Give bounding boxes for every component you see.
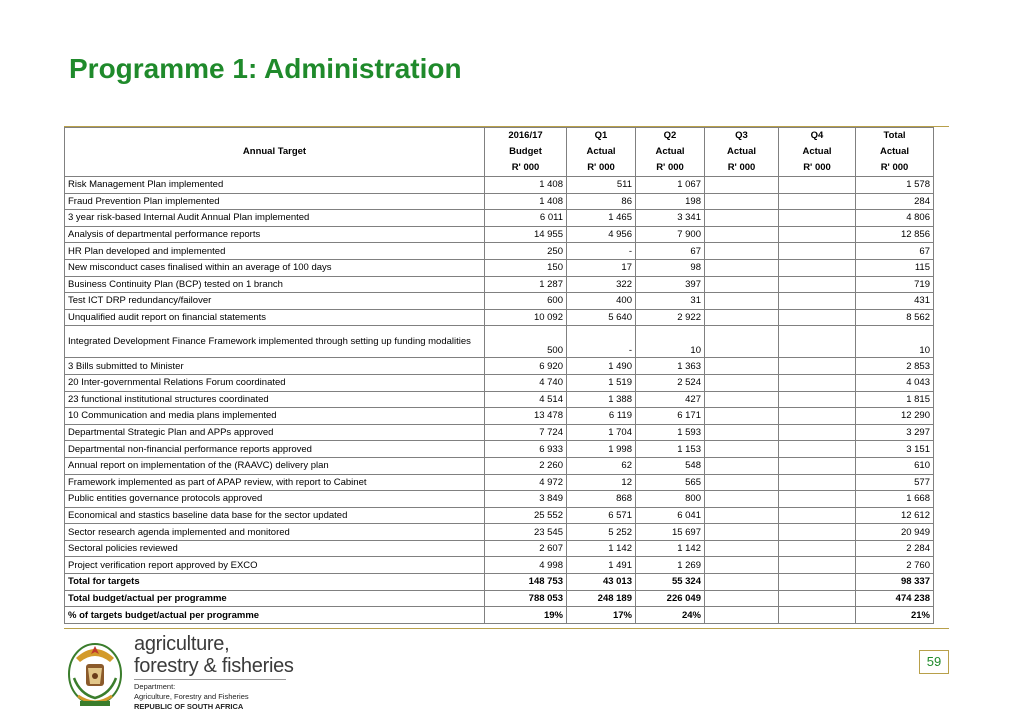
row-label: Test ICT DRP redundancy/failover	[65, 293, 485, 310]
table-row	[65, 210, 934, 227]
cell-q2: 67	[636, 243, 705, 260]
table-row	[65, 293, 934, 310]
cell-budget: 1 408	[485, 177, 567, 194]
row-label: Departmental Strategic Plan and APPs approved	[65, 424, 485, 441]
cell-q2: 1 153	[636, 441, 705, 458]
cell-q2: 198	[636, 193, 705, 210]
header-line: Actual	[879, 146, 910, 157]
cell-q3	[705, 540, 779, 557]
cell-q3	[705, 441, 779, 458]
cell-q3	[705, 358, 779, 375]
table-row	[65, 507, 934, 524]
cell-budget: 600	[485, 293, 567, 310]
cell-q4	[779, 177, 856, 194]
coat-of-arms-icon	[66, 638, 124, 714]
table-header-row	[65, 128, 934, 177]
header-line: Actual	[586, 146, 616, 157]
cell-q2: 7 900	[636, 226, 705, 243]
row-label: Departmental non-financial performance reports approved	[65, 441, 485, 458]
cell-q1: 1 491	[567, 557, 636, 574]
cell-q1: -	[567, 326, 636, 358]
cell-q1: 400	[567, 293, 636, 310]
cell-q1: 12	[567, 474, 636, 491]
row-label: Unqualified audit report on financial statements	[65, 309, 485, 326]
table-row	[65, 607, 934, 624]
page-number: 59	[919, 650, 949, 674]
cell-q1: 17%	[567, 607, 636, 624]
cell-budget: 4 514	[485, 391, 567, 408]
header-line: R' 000	[803, 162, 831, 173]
row-label: Business Continuity Plan (BCP) tested on 1 branch	[65, 276, 485, 293]
header-line: Actual	[802, 146, 832, 157]
department-label: Department:	[134, 682, 176, 691]
targets-table	[64, 127, 934, 624]
cell-budget: 6 920	[485, 358, 567, 375]
cell-total: 431	[856, 293, 934, 310]
table-row	[65, 441, 934, 458]
cell-q4	[779, 243, 856, 260]
page-title: Programme 1: Administration	[69, 53, 462, 84]
row-label: Integrated Development Finance Framework implemented through setting up funding modalities	[65, 326, 485, 358]
cell-budget: 2 260	[485, 457, 567, 474]
header-total	[856, 128, 934, 177]
cell-q1: 1 704	[567, 424, 636, 441]
row-label: Fraud Prevention Plan implemented	[65, 193, 485, 210]
row-label: Total budget/actual per programme	[65, 590, 485, 607]
cell-budget: 3 849	[485, 491, 567, 508]
cell-q2: 2 922	[636, 309, 705, 326]
cell-q1: 248 189	[567, 590, 636, 607]
cell-q3	[705, 524, 779, 541]
row-label: 10 Communication and media plans implemented	[65, 408, 485, 425]
header-line: R' 000	[656, 162, 684, 173]
cell-q3	[705, 424, 779, 441]
header-line: 2016/17	[508, 130, 543, 141]
cell-q2: 15 697	[636, 524, 705, 541]
cell-total: 12 856	[856, 226, 934, 243]
table-row	[65, 524, 934, 541]
row-label: Analysis of departmental performance reports	[65, 226, 485, 243]
table-row	[65, 491, 934, 508]
table-row	[65, 557, 934, 574]
header-annual-target: Annual Target	[65, 128, 485, 177]
cell-q4	[779, 276, 856, 293]
cell-budget: 148 753	[485, 574, 567, 591]
cell-q1: 5 640	[567, 309, 636, 326]
cell-total: 12 290	[856, 408, 934, 425]
cell-budget: 2 607	[485, 540, 567, 557]
cell-budget: 4 740	[485, 374, 567, 391]
cell-q4	[779, 326, 856, 358]
cell-total: 1 815	[856, 391, 934, 408]
header-line: R' 000	[880, 162, 909, 173]
cell-total: 4 806	[856, 210, 934, 227]
cell-q3	[705, 507, 779, 524]
cell-q3	[705, 210, 779, 227]
cell-q3	[705, 557, 779, 574]
cell-q1: 62	[567, 457, 636, 474]
cell-q4	[779, 193, 856, 210]
cell-total: 1 668	[856, 491, 934, 508]
cell-q3	[705, 457, 779, 474]
cell-q3	[705, 193, 779, 210]
cell-total: 10	[856, 326, 934, 358]
row-label: % of targets budget/actual per programme	[65, 607, 485, 624]
cell-q3	[705, 391, 779, 408]
table-row	[65, 226, 934, 243]
cell-q2: 226 049	[636, 590, 705, 607]
cell-q2: 1 363	[636, 358, 705, 375]
table-row	[65, 326, 934, 358]
table-row	[65, 243, 934, 260]
cell-q2: 800	[636, 491, 705, 508]
cell-total: 3 151	[856, 441, 934, 458]
cell-q1: -	[567, 243, 636, 260]
brand-divider	[134, 679, 286, 680]
cell-q3	[705, 607, 779, 624]
cell-q4	[779, 441, 856, 458]
table-row	[65, 408, 934, 425]
cell-q3	[705, 326, 779, 358]
row-label: New misconduct cases finalised within an average of 100 days	[65, 259, 485, 276]
cell-total: 2 284	[856, 540, 934, 557]
cell-q4	[779, 590, 856, 607]
cell-q4	[779, 524, 856, 541]
cell-q4	[779, 309, 856, 326]
table-row	[65, 259, 934, 276]
row-label: Risk Management Plan implemented	[65, 177, 485, 194]
cell-q1: 1 142	[567, 540, 636, 557]
cell-budget: 1 287	[485, 276, 567, 293]
cell-q4	[779, 457, 856, 474]
header-budget	[485, 128, 567, 177]
cell-total: 21%	[856, 607, 934, 624]
cell-q3	[705, 574, 779, 591]
row-label: 3 Bills submitted to Minister	[65, 358, 485, 375]
cell-q2: 397	[636, 276, 705, 293]
cell-total: 474 238	[856, 590, 934, 607]
table-body	[65, 177, 934, 624]
cell-budget: 150	[485, 259, 567, 276]
table-row	[65, 177, 934, 194]
header-line: Q2	[663, 130, 677, 141]
header-line: Q1	[594, 130, 608, 141]
cell-total: 8 562	[856, 309, 934, 326]
cell-budget: 19%	[485, 607, 567, 624]
cell-q3	[705, 374, 779, 391]
cell-total: 2 760	[856, 557, 934, 574]
header-line: R' 000	[727, 162, 756, 173]
header-line: Total	[883, 130, 906, 141]
brand-line-2: forestry & fisheries	[134, 655, 294, 677]
cell-q3	[705, 276, 779, 293]
cell-q4	[779, 293, 856, 310]
bottom-divider	[64, 628, 949, 629]
brand-line-1: agriculture,	[134, 633, 230, 655]
cell-q1: 1 490	[567, 358, 636, 375]
cell-budget: 10 092	[485, 309, 567, 326]
row-label: Sector research agenda implemented and monitored	[65, 524, 485, 541]
cell-total: 577	[856, 474, 934, 491]
cell-budget: 25 552	[485, 507, 567, 524]
cell-q4	[779, 557, 856, 574]
cell-budget: 6 933	[485, 441, 567, 458]
cell-q3	[705, 309, 779, 326]
row-label: Public entities governance protocols approved	[65, 491, 485, 508]
cell-q1: 868	[567, 491, 636, 508]
cell-q3	[705, 491, 779, 508]
header-line: R' 000	[587, 162, 615, 173]
cell-q1: 1 519	[567, 374, 636, 391]
header-q4	[779, 128, 856, 177]
cell-q4	[779, 507, 856, 524]
cell-q2: 55 324	[636, 574, 705, 591]
cell-q1: 322	[567, 276, 636, 293]
table-row	[65, 276, 934, 293]
table-row	[65, 474, 934, 491]
cell-q1: 1 388	[567, 391, 636, 408]
cell-q2: 548	[636, 457, 705, 474]
header-q3	[705, 128, 779, 177]
table-row	[65, 358, 934, 375]
row-label: Annual report on implementation of the (RAAVC) delivery plan	[65, 457, 485, 474]
cell-q4	[779, 491, 856, 508]
cell-q2: 1 067	[636, 177, 705, 194]
cell-budget: 788 053	[485, 590, 567, 607]
cell-q4	[779, 607, 856, 624]
cell-budget: 7 724	[485, 424, 567, 441]
cell-q2: 1 593	[636, 424, 705, 441]
cell-q2: 2 524	[636, 374, 705, 391]
cell-total: 4 043	[856, 374, 934, 391]
header-q2	[636, 128, 705, 177]
cell-q4	[779, 574, 856, 591]
cell-q1: 1 998	[567, 441, 636, 458]
header-line: Actual	[726, 146, 757, 157]
cell-q2: 427	[636, 391, 705, 408]
table-row	[65, 193, 934, 210]
cell-q2: 6 041	[636, 507, 705, 524]
cell-total: 2 853	[856, 358, 934, 375]
cell-total: 12 612	[856, 507, 934, 524]
cell-total: 98 337	[856, 574, 934, 591]
cell-budget: 250	[485, 243, 567, 260]
department-name: Agriculture, Forestry and Fisheries	[134, 692, 249, 701]
cell-q3	[705, 590, 779, 607]
row-label: 3 year risk-based Internal Audit Annual Plan implemented	[65, 210, 485, 227]
cell-q1: 17	[567, 259, 636, 276]
cell-q4	[779, 259, 856, 276]
header-line: Q3	[735, 130, 748, 141]
cell-q3	[705, 293, 779, 310]
table-row	[65, 540, 934, 557]
cell-total: 1 578	[856, 177, 934, 194]
cell-total: 284	[856, 193, 934, 210]
table-row	[65, 590, 934, 607]
cell-q1: 43 013	[567, 574, 636, 591]
header-line: Q4	[810, 130, 824, 141]
table-row	[65, 391, 934, 408]
header-line: R' 000	[511, 162, 540, 173]
row-label: HR Plan developed and implemented	[65, 243, 485, 260]
row-label: Economical and stastics baseline data base for the sector updated	[65, 507, 485, 524]
cell-budget: 4 998	[485, 557, 567, 574]
cell-q1: 6 571	[567, 507, 636, 524]
cell-total: 610	[856, 457, 934, 474]
table-row	[65, 574, 934, 591]
cell-q4	[779, 358, 856, 375]
cell-budget: 4 972	[485, 474, 567, 491]
cell-q4	[779, 408, 856, 425]
cell-q1: 511	[567, 177, 636, 194]
header-q1	[567, 128, 636, 177]
cell-q1: 86	[567, 193, 636, 210]
cell-q2: 24%	[636, 607, 705, 624]
cell-q1: 4 956	[567, 226, 636, 243]
header-line: Budget	[509, 146, 542, 157]
row-label: Sectoral policies reviewed	[65, 540, 485, 557]
cell-q2: 1 269	[636, 557, 705, 574]
cell-total: 67	[856, 243, 934, 260]
cell-budget: 23 545	[485, 524, 567, 541]
cell-budget: 14 955	[485, 226, 567, 243]
cell-total: 3 297	[856, 424, 934, 441]
cell-q4	[779, 210, 856, 227]
cell-q2: 6 171	[636, 408, 705, 425]
cell-q4	[779, 540, 856, 557]
table-row	[65, 424, 934, 441]
cell-q4	[779, 474, 856, 491]
cell-q1: 1 465	[567, 210, 636, 227]
cell-q3	[705, 474, 779, 491]
row-label: 23 functional institutional structures coordinated	[65, 391, 485, 408]
cell-q4	[779, 226, 856, 243]
cell-q2: 98	[636, 259, 705, 276]
cell-total: 115	[856, 259, 934, 276]
cell-q3	[705, 259, 779, 276]
table-row	[65, 457, 934, 474]
cell-q2: 3 341	[636, 210, 705, 227]
cell-q4	[779, 391, 856, 408]
table-row	[65, 309, 934, 326]
cell-total: 20 949	[856, 524, 934, 541]
cell-q3	[705, 408, 779, 425]
row-label: Framework implemented as part of APAP review, with report to Cabinet	[65, 474, 485, 491]
cell-budget: 6 011	[485, 210, 567, 227]
cell-q1: 5 252	[567, 524, 636, 541]
cell-q4	[779, 424, 856, 441]
cell-q1: 6 119	[567, 408, 636, 425]
cell-budget: 1 408	[485, 193, 567, 210]
cell-q2: 31	[636, 293, 705, 310]
row-label: Total for targets	[65, 574, 485, 591]
cell-budget: 13 478	[485, 408, 567, 425]
cell-q3	[705, 243, 779, 260]
row-label: 20 Inter-governmental Relations Forum coordinated	[65, 374, 485, 391]
country-name: REPUBLIC OF SOUTH AFRICA	[134, 702, 244, 711]
cell-budget: 500	[485, 326, 567, 358]
row-label: Project verification report approved by EXCO	[65, 557, 485, 574]
cell-q2: 1 142	[636, 540, 705, 557]
cell-q2: 565	[636, 474, 705, 491]
cell-q4	[779, 374, 856, 391]
cell-total: 719	[856, 276, 934, 293]
cell-q3	[705, 177, 779, 194]
cell-q2: 10	[636, 326, 705, 358]
header-line: Actual	[655, 146, 685, 157]
table-row	[65, 374, 934, 391]
cell-q3	[705, 226, 779, 243]
